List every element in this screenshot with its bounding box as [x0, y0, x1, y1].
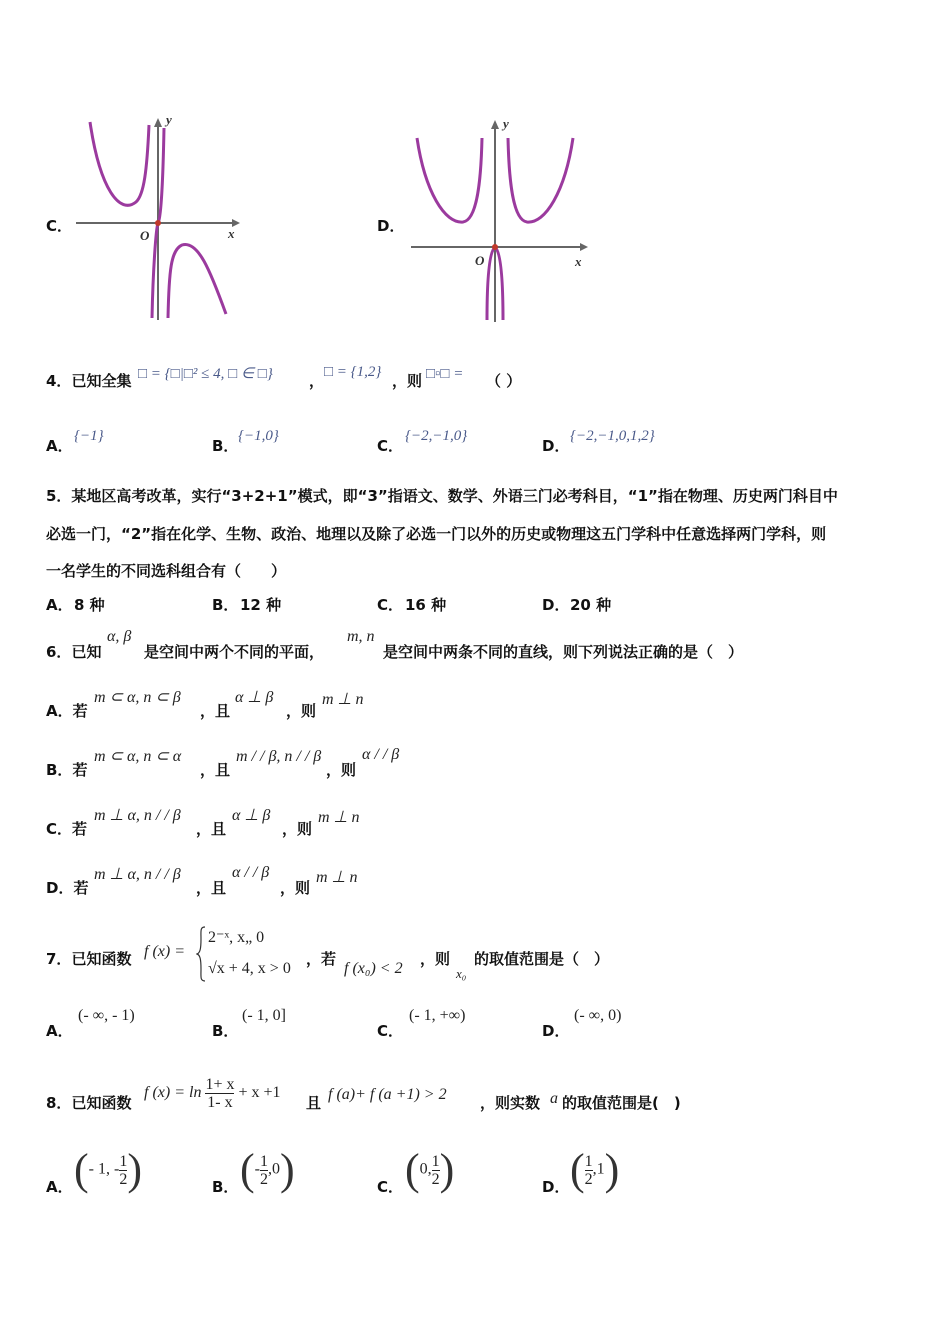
q8-option-c-label: C．	[377, 1178, 404, 1196]
q6-option-d	[46, 877, 88, 898]
option-c-label: C．	[46, 217, 73, 235]
q7-option-a-label: A．	[46, 1022, 73, 1040]
q8-option-a-value: (- 1, - $\frac{1}{2}$ )	[74, 1145, 142, 1194]
q6-option-c	[46, 818, 87, 839]
q6-text-b: 是空间中两个不同的平面，	[144, 643, 325, 661]
graph-c-y-arrow	[154, 118, 162, 127]
graph-d	[405, 112, 595, 327]
q8-option-b-value: (- $\frac{1}{2}$ ,0)	[240, 1145, 295, 1194]
q6-lines: m, n	[347, 628, 375, 645]
q6-option-d-ze: ，则	[280, 879, 311, 897]
graph-d-y-label: y	[503, 116, 509, 131]
q7-cond: f (x₀) < 2	[344, 960, 403, 977]
q4-option-b-label: B．	[212, 437, 239, 455]
q8-option-c-num: 1	[431, 1152, 440, 1170]
q7-text-a: 已知函数	[71, 950, 132, 968]
q8-frac-den: 1- x	[207, 1094, 233, 1111]
q8-option-b-left: -	[254, 1160, 260, 1178]
question-4	[46, 370, 131, 391]
q6-stem-start	[46, 641, 101, 662]
q5-line-3: 一名学生的不同选科组合有（ ）	[46, 562, 287, 580]
q4-option-c-value: {−2,−1,0}	[405, 428, 468, 444]
q5-option-c-label: C．	[377, 596, 404, 614]
q6-option-a-ze: ，则	[286, 702, 317, 720]
q6-option-c-ruo: 若	[72, 820, 88, 838]
q5-option-d-label: D．	[542, 596, 570, 614]
q5-line-2: 必选一门，“2”指在化学、生物、政治、地理以及除了必选一门以外的历史或物理这五门学科中任意选择两门学科，则	[46, 525, 827, 543]
q7-case-2: √x + 4, x > 0	[208, 960, 291, 977]
q6-option-b-ruo: 若	[72, 761, 88, 779]
q4-text-b: ，则	[392, 372, 423, 390]
graph-d-x-label: x	[575, 254, 582, 269]
q8-option-b-num: 1	[259, 1152, 268, 1170]
q5-option-b-label: B．	[212, 596, 239, 614]
q6-option-a-concl: m ⊥ n	[322, 691, 364, 708]
q7-text-b: ，若	[306, 950, 337, 968]
q8-text-b: ，则实数	[480, 1094, 541, 1112]
q8-option-c-den: 2	[431, 1170, 440, 1188]
q6-option-c-qie: ，且	[196, 820, 227, 838]
q8-option-b-label: B．	[212, 1178, 239, 1196]
q6-option-d-qie: ，且	[196, 879, 227, 897]
q6-option-a-ruo: 若	[72, 702, 88, 720]
graph-c-curve-left-upper	[90, 122, 149, 205]
graph-c-origin-label: O	[140, 228, 150, 243]
q8-option-c-value: (0, $\frac{1}{2}$ )	[405, 1145, 455, 1194]
graph-d-curve-right	[508, 138, 573, 222]
q6-option-a	[46, 700, 88, 721]
q6-option-d-ruo: 若	[73, 879, 89, 897]
q7-option-d-value: (- ∞, 0)	[574, 1007, 622, 1024]
q8-qie: 且	[306, 1094, 322, 1112]
q5-option-b-value: 12 种	[240, 596, 282, 614]
q6-option-a-label: A．	[46, 702, 73, 720]
q4-option-a-value: {−1}	[74, 428, 104, 444]
q8-option-d-label: D．	[542, 1178, 570, 1196]
q6-option-c-label: C．	[46, 820, 73, 838]
q8-stem-start	[46, 1092, 131, 1113]
q7-option-d-label: D．	[542, 1022, 570, 1040]
q8-fraction	[205, 1076, 234, 1111]
q6-option-b	[46, 759, 87, 780]
graph-c-y-label: y	[166, 112, 172, 127]
q7-option-b-value: (- 1, 0]	[242, 1007, 286, 1024]
q6-option-d-label: D．	[46, 879, 74, 897]
graph-c-curve-right-lower	[168, 244, 226, 318]
q8-option-d-value: ( $\frac{1}{2}$ ,1)	[570, 1145, 620, 1194]
q8-option-b-den: 2	[259, 1170, 268, 1188]
q8-option-d-right: ,1	[592, 1160, 605, 1178]
graph-c-origin-dot	[155, 220, 161, 226]
q6-text-c: 是空间中两条不同的直线，则下列说法正确的是（ ）	[383, 643, 744, 661]
graph-d-curve-left	[417, 138, 482, 222]
q4-option-d-label: D．	[542, 437, 570, 455]
q6-option-a-cond1: m ⊂ α, n ⊂ β	[94, 689, 181, 706]
q8-option-a-num: 1	[119, 1152, 128, 1170]
q4-set-a: □ = {1,2}	[324, 364, 382, 380]
q8-var: a	[550, 1090, 558, 1107]
graph-d-origin-label: O	[475, 253, 485, 268]
q7-option-a-value: (- ∞, - 1)	[78, 1007, 135, 1024]
q7-option-b-label: B．	[212, 1022, 239, 1040]
q4-option-a-label: A．	[46, 437, 73, 455]
q6-option-c-ze: ，则	[282, 820, 313, 838]
q5-option-a-label: A．	[46, 596, 73, 614]
q6-option-c-concl: m ⊥ n	[318, 809, 360, 826]
q8-option-d-den: 2	[584, 1170, 593, 1188]
q8-text-c: 的取值范围是( )	[562, 1094, 681, 1112]
q7-option-c-label: C．	[377, 1022, 404, 1040]
q8-option-a-left: - 1, -	[88, 1160, 120, 1178]
q5-option-d-value: 20 种	[570, 596, 612, 614]
q8-option-c-left: 0,	[419, 1160, 432, 1178]
q4-set-u: □ = {□|□² ≤ 4, □ ∈ □}	[138, 366, 273, 382]
q6-option-d-concl: m ⊥ n	[316, 869, 358, 886]
q7-fx: f (x) =	[144, 943, 185, 960]
q6-option-b-label: B．	[46, 761, 73, 779]
option-d-label: D．	[377, 217, 405, 235]
q8-option-a-label: A．	[46, 1178, 73, 1196]
q7-stem-start	[46, 948, 131, 969]
q4-text-a: 已知全集	[71, 372, 132, 390]
q6-number: 6．	[46, 643, 72, 661]
q4-paren: （ ）	[486, 372, 522, 390]
q8-cond: f (a)+ f (a +1) > 2	[328, 1086, 447, 1103]
q7-text-c: ，则	[420, 950, 451, 968]
q4-option-d-value: {−2,−1,0,1,2}	[570, 428, 655, 444]
q5-line-1: 5．某地区高考改革，实行“3+2+1”模式，即“3”指语文、数学、外语三门必考科目，“1”指在物理、历史两门科目中	[46, 487, 838, 505]
q4-number: 4．	[46, 372, 72, 390]
q8-fx: f (x) = ln	[144, 1084, 202, 1102]
q7-brace	[196, 925, 206, 983]
q7-text-d: 的取值范围是（ ）	[474, 950, 610, 968]
q6-option-c-cond2: α ⊥ β	[232, 807, 271, 824]
q6-planes: α, β	[107, 628, 132, 645]
graph-d-y-arrow	[491, 120, 499, 129]
q8-frac-num: 1+ x	[205, 1076, 235, 1093]
q6-option-b-concl: α / / β	[362, 746, 400, 763]
q8-tail: + x +1	[238, 1084, 281, 1102]
q8-text-a: 已知函数	[71, 1094, 132, 1112]
q8-option-a-den: 2	[119, 1170, 128, 1188]
q6-option-b-cond1: m ⊂ α, n ⊂ α	[94, 748, 182, 765]
q6-option-c-cond1: m ⊥ α, n / / β	[94, 807, 181, 824]
q4-option-c-label: C．	[377, 437, 404, 455]
q6-option-a-cond2: α ⊥ β	[235, 689, 274, 706]
q6-text-a: 已知	[71, 643, 102, 661]
q6-option-d-cond2: α / / β	[232, 864, 270, 881]
q7-option-c-value: (- 1, +∞)	[409, 1007, 466, 1024]
graph-c-x-label: x	[228, 226, 235, 241]
q7-var: x₀	[456, 966, 467, 981]
q8-option-d-num: 1	[584, 1152, 593, 1170]
q8-formula	[144, 1076, 281, 1111]
q4-complement: □▫□ =	[426, 366, 464, 382]
graph-d-origin-dot	[492, 244, 498, 250]
q6-option-a-qie: ，且	[200, 702, 231, 720]
q4-comma: ，	[309, 372, 325, 390]
q6-option-b-cond2: m / / β, n / / β	[236, 748, 322, 765]
graph-d-x-arrow	[580, 243, 588, 251]
q7-case-1: 2⁻ˣ, x„ 0	[208, 929, 265, 946]
q7-number: 7．	[46, 950, 72, 968]
q8-option-b-right: ,0	[267, 1160, 280, 1178]
q6-option-b-ze: ，则	[326, 761, 357, 779]
q6-option-b-qie: ，且	[200, 761, 231, 779]
q5-option-a-value: 8 种	[74, 596, 105, 614]
graph-c	[70, 110, 250, 325]
q8-number: 8．	[46, 1094, 72, 1112]
q4-option-b-value: {−1,0}	[238, 428, 279, 444]
q6-option-d-cond1: m ⊥ α, n / / β	[94, 866, 181, 883]
q5-option-c-value: 16 种	[405, 596, 447, 614]
